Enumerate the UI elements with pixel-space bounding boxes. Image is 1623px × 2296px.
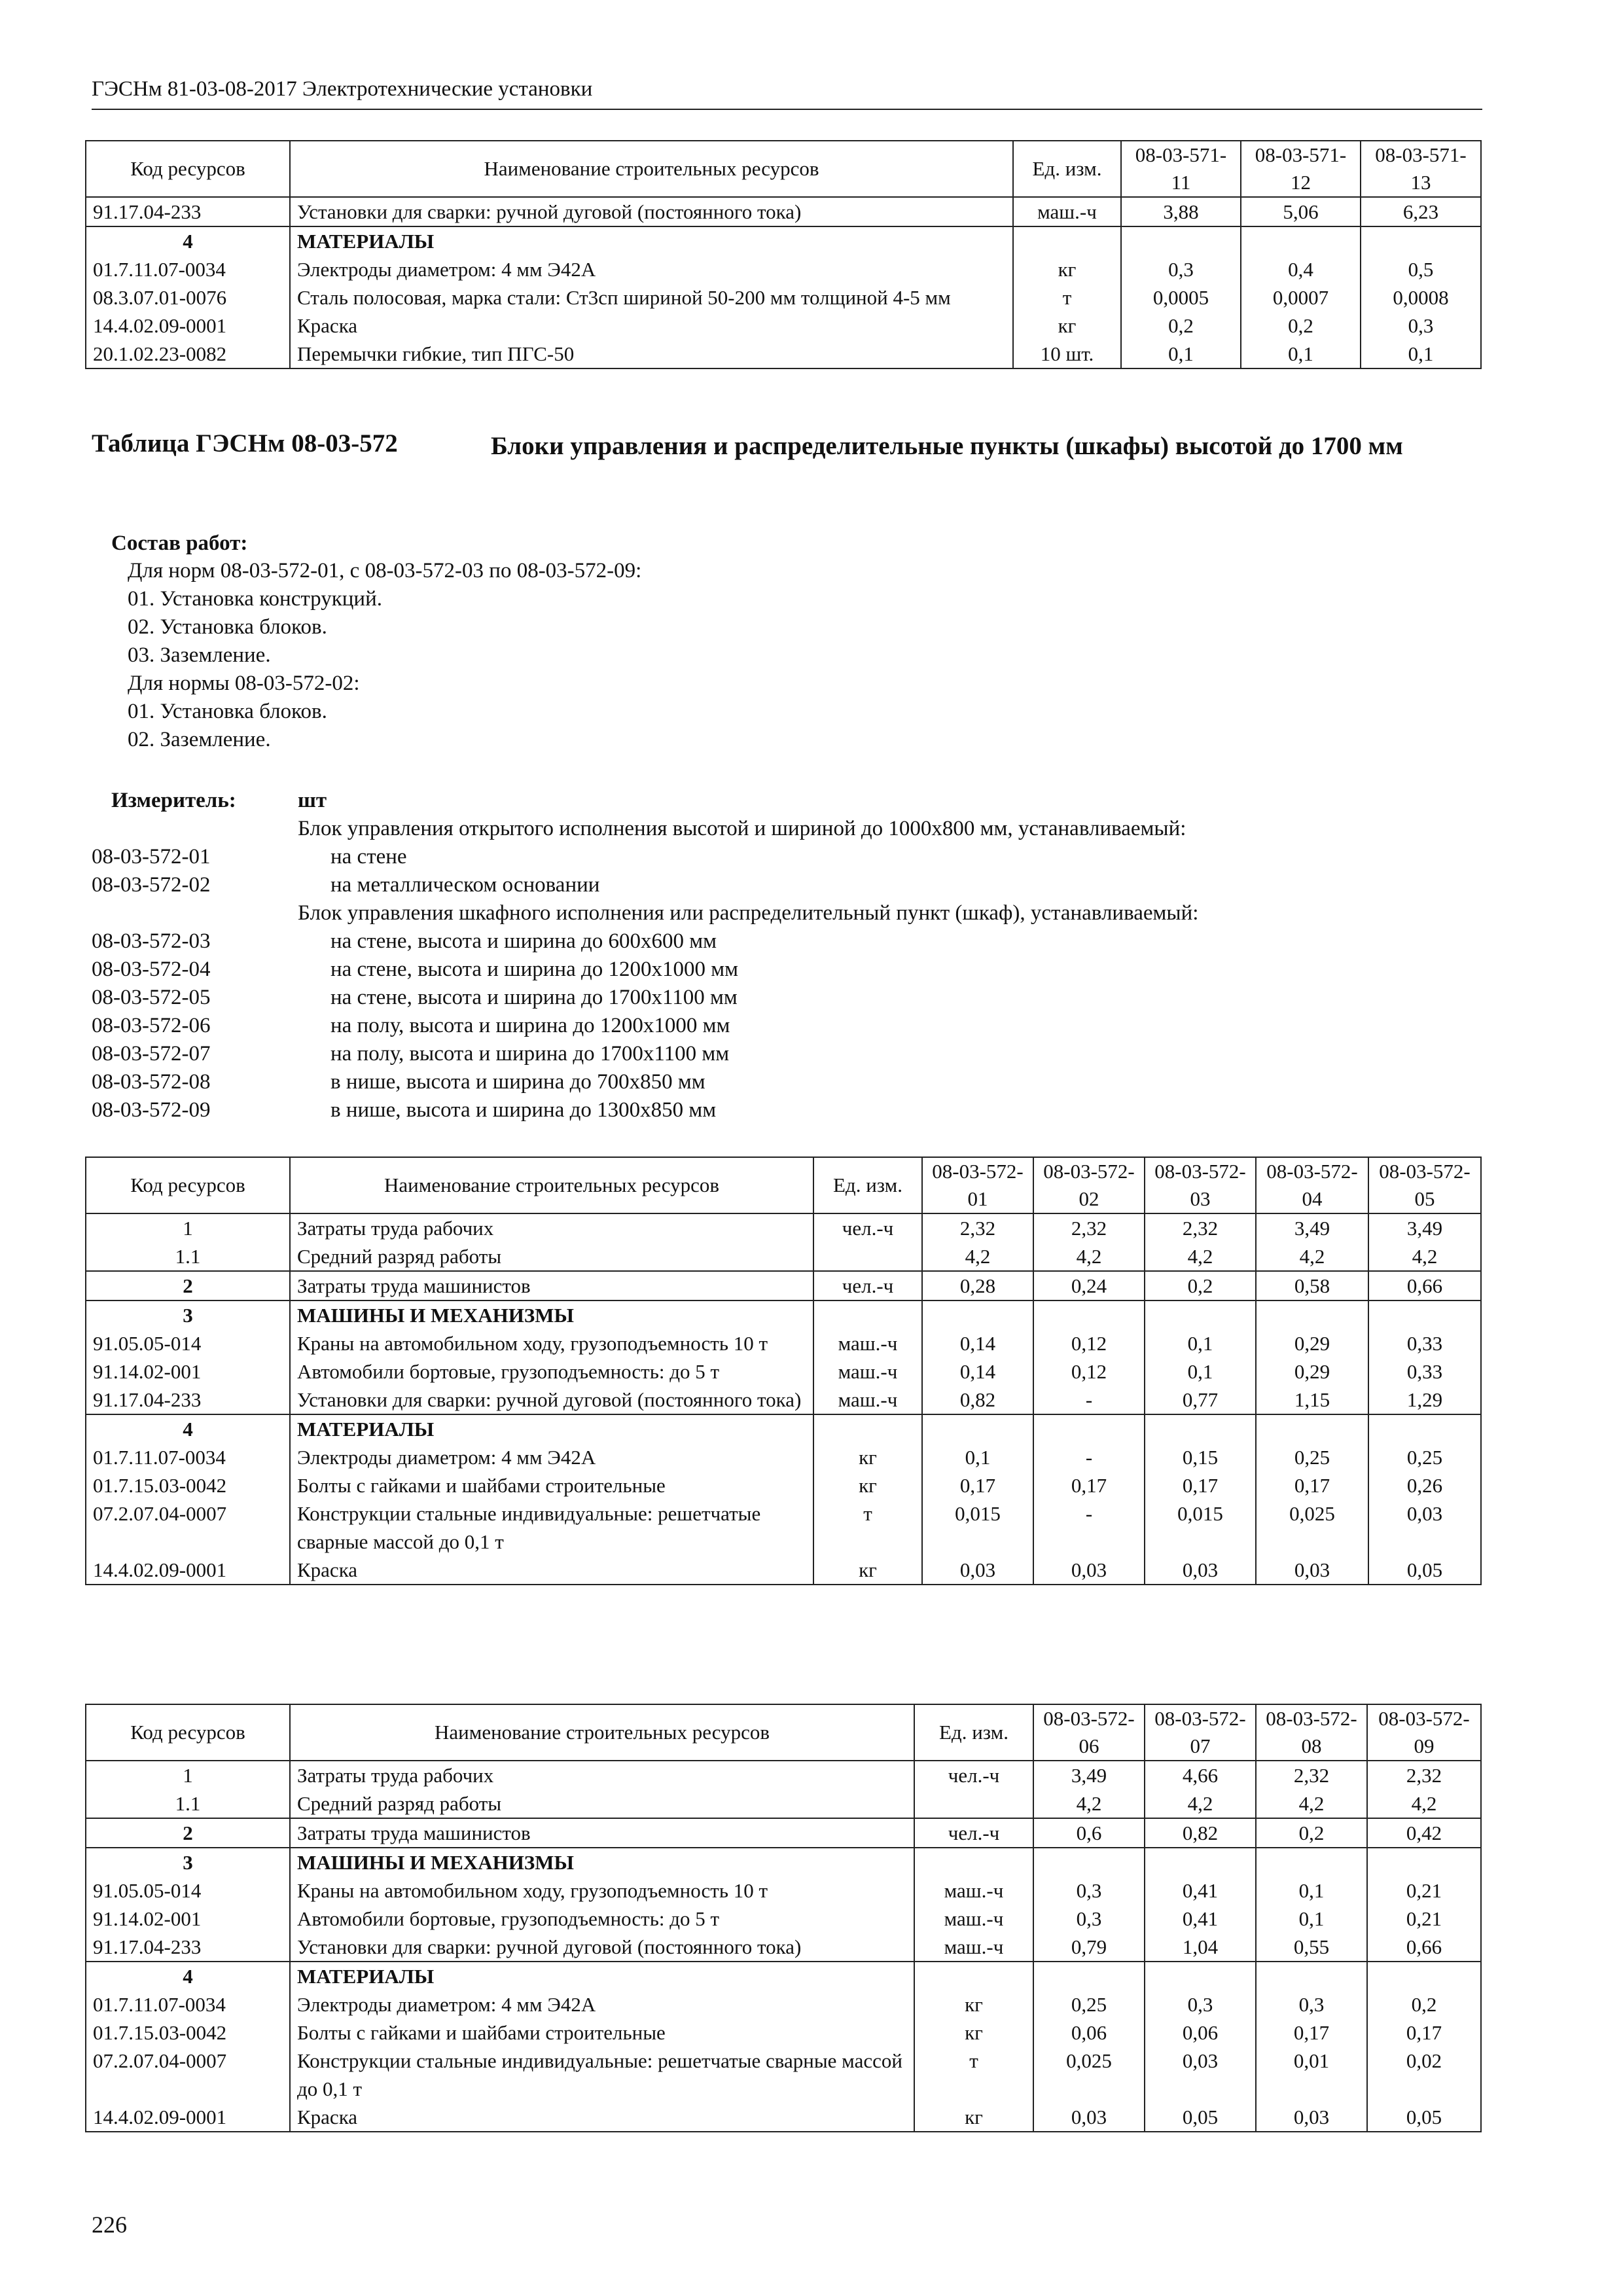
section-title: МАТЕРИАЛЫ — [290, 226, 1013, 255]
table-row — [86, 1499, 1481, 1556]
value-cell: 0,1 — [1121, 340, 1241, 368]
value-cell: 4,2 — [922, 1242, 1033, 1271]
header-cell: Ед. изм. — [914, 1704, 1033, 1761]
header-cell: 08-03-572-06 — [1033, 1704, 1145, 1761]
table-section-row — [86, 1848, 1481, 1876]
value-cell: 0,01 — [1256, 2047, 1367, 2103]
resource-name: Конструкции стальные индивидуальные: решетчатые сварные массой до 0,1 т — [290, 2047, 914, 2103]
header-cell: Наименование строительных ресурсов — [290, 141, 1013, 197]
resource-name: Конструкции стальные индивидуальные: решетчатые сварные массой до 0,1 т — [290, 1499, 813, 1556]
header-cell: Ед. изм. — [1013, 141, 1121, 197]
value-cell: 0,3 — [1256, 1990, 1367, 2018]
norm-code: 08-03-572-02 — [92, 873, 211, 897]
table-row — [86, 2103, 1481, 2132]
measure-label: Измеритель: — [111, 789, 236, 812]
resource-code: 1.1 — [86, 1789, 290, 1818]
value-cell: 0,33 — [1368, 1329, 1481, 1357]
value-cell: 0,21 — [1367, 1905, 1481, 1933]
value-cell: 0,24 — [1033, 1271, 1145, 1300]
value-cell: 1,04 — [1145, 1933, 1256, 1962]
table-section-row — [86, 1300, 1481, 1329]
unit-cell: маш.-ч — [813, 1357, 922, 1386]
value-cell: 0,25 — [1368, 1443, 1481, 1471]
table-row — [86, 1818, 1481, 1848]
header-cell: 08-03-572-04 — [1256, 1157, 1368, 1213]
value-cell: 0,66 — [1367, 1933, 1481, 1962]
value-cell: 0,3 — [1033, 1876, 1145, 1905]
resource-code: 01.7.15.03-0042 — [86, 2018, 290, 2047]
norm-code: 08-03-572-08 — [92, 1070, 211, 1094]
value-cell: 0,03 — [1145, 2047, 1256, 2103]
value-cell: 0,33 — [1368, 1357, 1481, 1386]
table-row — [86, 2018, 1481, 2047]
norm-description: в нише, высота и ширина до 700х850 мм — [330, 1070, 705, 1094]
value-cell: 0,17 — [1033, 1471, 1145, 1499]
value-cell: 0,17 — [922, 1471, 1033, 1499]
value-cell: 0,4 — [1241, 255, 1361, 283]
value-cell: 0,17 — [1367, 2018, 1481, 2047]
norm-code: 08-03-572-03 — [92, 929, 211, 953]
table-row — [86, 1357, 1481, 1386]
unit-cell: маш.-ч — [813, 1386, 922, 1414]
work-line: 03. Заземление. — [128, 643, 271, 667]
value-cell: 0,2 — [1241, 312, 1361, 340]
value-cell: 0,025 — [1033, 2047, 1145, 2103]
resource-name: Болты с гайками и шайбами строительные — [290, 1471, 813, 1499]
work-line: 02. Заземление. — [128, 728, 271, 751]
unit-cell — [813, 1242, 922, 1271]
value-cell: 0,21 — [1367, 1876, 1481, 1905]
value-cell: 0,25 — [1256, 1443, 1368, 1471]
value-cell: 4,2 — [1145, 1789, 1256, 1818]
value-cell: 0,05 — [1145, 2103, 1256, 2132]
header-cell: 08-03-571-11 — [1121, 141, 1241, 197]
table-row — [86, 1905, 1481, 1933]
resource-name: Сталь полосовая, марка стали: Ст3сп шириной 50-200 мм толщиной 4-5 мм — [290, 283, 1013, 312]
unit-cell: чел.-ч — [813, 1271, 922, 1300]
header-cell: 08-03-572-07 — [1145, 1704, 1256, 1761]
unit-cell: чел.-ч — [813, 1213, 922, 1242]
value-cell: 6,23 — [1361, 197, 1481, 226]
resource-code: 91.14.02-001 — [86, 1357, 290, 1386]
norm-description: на металлическом основании — [330, 873, 600, 897]
resource-code: 14.4.02.09-0001 — [86, 312, 290, 340]
value-cell: 0,28 — [922, 1271, 1033, 1300]
resource-code: 91.14.02-001 — [86, 1905, 290, 1933]
resource-name: Краска — [290, 1556, 813, 1585]
value-cell: 0,17 — [1256, 2018, 1367, 2047]
value-cell: 0,17 — [1145, 1471, 1256, 1499]
value-cell: 0,79 — [1033, 1933, 1145, 1962]
section-title: МАШИНЫ И МЕХАНИЗМЫ — [290, 1300, 813, 1329]
norm-description: на стене, высота и ширина до 600х600 мм — [330, 929, 717, 953]
value-cell: 0,025 — [1256, 1499, 1368, 1556]
resource-name: Установки для сварки: ручной дуговой (постоянного тока) — [290, 1386, 813, 1414]
table-header-row — [86, 1704, 1481, 1761]
header-cell: 08-03-572-02 — [1033, 1157, 1145, 1213]
value-cell: 1,29 — [1368, 1386, 1481, 1414]
resource-code: 91.17.04-233 — [86, 1386, 290, 1414]
section-number: 4 — [86, 1962, 290, 1990]
value-cell: 0,03 — [1033, 2103, 1145, 2132]
value-cell: 0,1 — [922, 1443, 1033, 1471]
norm-code: 08-03-572-09 — [92, 1098, 211, 1122]
resource-name: Краны на автомобильном ходу, грузоподъемность 10 т — [290, 1329, 813, 1357]
value-cell: 0,14 — [922, 1329, 1033, 1357]
table-title-code: Таблица ГЭСНм 08-03-572 — [92, 429, 398, 457]
unit-cell: чел.-ч — [914, 1818, 1033, 1848]
resource-name: Затраты труда машинистов — [290, 1818, 914, 1848]
resource-code: 91.17.04-233 — [86, 197, 290, 226]
resource-code: 2 — [86, 1818, 290, 1848]
resource-code: 91.05.05-014 — [86, 1329, 290, 1357]
header-rule — [92, 109, 1482, 110]
value-cell: 0,41 — [1145, 1876, 1256, 1905]
unit-cell: т — [914, 2047, 1033, 2103]
work-line: Для нормы 08-03-572-02: — [128, 672, 360, 695]
table-row — [86, 1556, 1481, 1585]
value-cell: 0,25 — [1033, 1990, 1145, 2018]
value-cell: 0,41 — [1145, 1905, 1256, 1933]
table-row — [86, 1329, 1481, 1357]
value-cell: 0,0007 — [1241, 283, 1361, 312]
unit-cell — [914, 1789, 1033, 1818]
unit-cell: кг — [914, 1990, 1033, 2018]
value-cell: 2,32 — [1033, 1213, 1145, 1242]
value-cell: 0,66 — [1368, 1271, 1481, 1300]
value-cell: 0,03 — [1368, 1499, 1481, 1556]
header-cell: Наименование строительных ресурсов — [290, 1157, 813, 1213]
value-cell: 2,32 — [922, 1213, 1033, 1242]
value-cell: 0,58 — [1256, 1271, 1368, 1300]
unit-cell: 10 шт. — [1013, 340, 1121, 368]
value-cell: 2,32 — [1256, 1761, 1367, 1789]
value-cell: 0,3 — [1033, 1905, 1145, 1933]
resource-name: Затраты труда рабочих — [290, 1761, 914, 1789]
value-cell: 0,2 — [1121, 312, 1241, 340]
resource-code: 1 — [86, 1213, 290, 1242]
value-cell: 0,2 — [1256, 1818, 1367, 1848]
section-number: 3 — [86, 1848, 290, 1876]
value-cell: 0,2 — [1367, 1990, 1481, 2018]
unit-cell: кг — [1013, 312, 1121, 340]
work-line: Для норм 08-03-572-01, с 08-03-572-03 по 08-03-572-09: — [128, 559, 642, 583]
resource-code: 14.4.02.09-0001 — [86, 1556, 290, 1585]
table-row — [86, 1443, 1481, 1471]
value-cell: 4,2 — [1145, 1242, 1256, 1271]
resource-code: 91.05.05-014 — [86, 1876, 290, 1905]
resources-table-572-06-09 — [85, 1704, 1482, 2132]
value-cell: 0,1 — [1145, 1357, 1256, 1386]
table-section-row — [86, 226, 1481, 255]
value-cell: 4,2 — [1033, 1242, 1145, 1271]
value-cell: 0,03 — [922, 1556, 1033, 1585]
norm-group-title: Блок управления шкафного исполнения или распределительный пункт (шкаф), устанавливаемый: — [298, 901, 1199, 925]
value-cell: 2,32 — [1145, 1213, 1256, 1242]
table-row — [86, 1471, 1481, 1499]
value-cell: 4,2 — [1256, 1242, 1368, 1271]
value-cell: 0,5 — [1361, 255, 1481, 283]
value-cell: 0,42 — [1367, 1818, 1481, 1848]
value-cell: 2,32 — [1367, 1761, 1481, 1789]
norm-group-title: Блок управления открытого исполнения высотой и шириной до 1000х800 мм, устанавливаемый: — [298, 817, 1186, 840]
header-cell: 08-03-571-12 — [1241, 141, 1361, 197]
value-cell: 5,06 — [1241, 197, 1361, 226]
value-cell: 0,03 — [1256, 2103, 1367, 2132]
resource-code: 01.7.15.03-0042 — [86, 1471, 290, 1499]
value-cell: 0,03 — [1033, 1556, 1145, 1585]
table-header-row — [86, 141, 1481, 197]
unit-cell: кг — [914, 2103, 1033, 2132]
value-cell: 0,15 — [1145, 1443, 1256, 1471]
value-cell: 1,15 — [1256, 1386, 1368, 1414]
value-cell: 0,1 — [1256, 1876, 1367, 1905]
norm-description: на полу, высота и ширина до 1700х1100 мм — [330, 1042, 730, 1066]
value-cell: 0,015 — [1145, 1499, 1256, 1556]
section-number: 3 — [86, 1300, 290, 1329]
table-row — [86, 255, 1481, 283]
header-cell: 08-03-572-01 — [922, 1157, 1033, 1213]
value-cell: 0,03 — [1256, 1556, 1368, 1585]
value-cell: 0,77 — [1145, 1386, 1256, 1414]
table-header-row — [86, 1157, 1481, 1213]
table-row — [86, 1271, 1481, 1300]
resource-name: Электроды диаметром: 4 мм Э42А — [290, 1443, 813, 1471]
resource-name: Краска — [290, 312, 1013, 340]
unit-cell: т — [813, 1499, 922, 1556]
resource-name: Краска — [290, 2103, 914, 2132]
page-header: ГЭСНм 81-03-08-2017 Электротехнические установки — [92, 77, 593, 101]
resource-name: Затраты труда рабочих — [290, 1213, 813, 1242]
resource-name: Автомобили бортовые, грузоподъемность: до 5 т — [290, 1905, 914, 1933]
value-cell: 0,12 — [1033, 1329, 1145, 1357]
unit-cell: маш.-ч — [1013, 197, 1121, 226]
norm-code: 08-03-572-06 — [92, 1014, 211, 1037]
table-row — [86, 1789, 1481, 1818]
resource-name: Установки для сварки: ручной дуговой (постоянного тока) — [290, 197, 1013, 226]
table-section-row — [86, 1414, 1481, 1443]
value-cell: - — [1033, 1499, 1145, 1556]
header-cell: 08-03-572-05 — [1368, 1157, 1481, 1213]
value-cell: 0,05 — [1367, 2103, 1481, 2132]
header-cell: Код ресурсов — [86, 1704, 290, 1761]
section-title: МАТЕРИАЛЫ — [290, 1414, 813, 1443]
table-row — [86, 1990, 1481, 2018]
unit-cell: чел.-ч — [914, 1761, 1033, 1789]
norm-code: 08-03-572-05 — [92, 986, 211, 1009]
section-number: 4 — [86, 1414, 290, 1443]
table-row — [86, 2047, 1481, 2103]
section-number: 4 — [86, 226, 290, 255]
resource-code: 14.4.02.09-0001 — [86, 2103, 290, 2132]
unit-cell: маш.-ч — [813, 1329, 922, 1357]
unit-cell: кг — [813, 1443, 922, 1471]
header-cell: Ед. изм. — [813, 1157, 922, 1213]
value-cell: 0,82 — [922, 1386, 1033, 1414]
value-cell: 0,29 — [1256, 1357, 1368, 1386]
value-cell: 0,82 — [1145, 1818, 1256, 1848]
header-cell: Код ресурсов — [86, 141, 290, 197]
value-cell: 0,0005 — [1121, 283, 1241, 312]
table-row — [86, 1876, 1481, 1905]
resource-name: Электроды диаметром: 4 мм Э42А — [290, 255, 1013, 283]
unit-cell: кг — [813, 1556, 922, 1585]
value-cell: 0,3 — [1145, 1990, 1256, 2018]
resource-name: Автомобили бортовые, грузоподъемность: до 5 т — [290, 1357, 813, 1386]
unit-cell: маш.-ч — [914, 1905, 1033, 1933]
value-cell: 0,06 — [1145, 2018, 1256, 2047]
table-row — [86, 340, 1481, 368]
resource-code: 20.1.02.23-0082 — [86, 340, 290, 368]
table-row — [86, 1242, 1481, 1271]
table-row — [86, 1386, 1481, 1414]
value-cell: 0,6 — [1033, 1818, 1145, 1848]
value-cell: 3,49 — [1368, 1213, 1481, 1242]
value-cell: 0,26 — [1368, 1471, 1481, 1499]
work-line: 01. Установка блоков. — [128, 700, 327, 723]
measure-unit: шт — [298, 789, 327, 812]
value-cell: 0,1 — [1145, 1329, 1256, 1357]
section-title: МАШИНЫ И МЕХАНИЗМЫ — [290, 1848, 914, 1876]
unit-cell: маш.-ч — [914, 1876, 1033, 1905]
value-cell: 4,2 — [1256, 1789, 1367, 1818]
value-cell: 0,3 — [1121, 255, 1241, 283]
header-cell: 08-03-572-08 — [1256, 1704, 1367, 1761]
resource-code: 1.1 — [86, 1242, 290, 1271]
resource-name: Средний разряд работы — [290, 1242, 813, 1271]
value-cell: 0,14 — [922, 1357, 1033, 1386]
value-cell: 0,0008 — [1361, 283, 1481, 312]
resource-name: Установки для сварки: ручной дуговой (постоянного тока) — [290, 1933, 914, 1962]
unit-cell: кг — [813, 1471, 922, 1499]
value-cell: 0,2 — [1145, 1271, 1256, 1300]
value-cell: 0,05 — [1368, 1556, 1481, 1585]
work-composition-heading: Состав работ: — [111, 531, 248, 555]
table-row — [86, 1761, 1481, 1789]
table-row — [86, 1933, 1481, 1962]
resource-code: 01.7.11.07-0034 — [86, 255, 290, 283]
norm-description: на стене, высота и ширина до 1200х1000 мм — [330, 958, 739, 981]
resource-name: Болты с гайками и шайбами строительные — [290, 2018, 914, 2047]
resource-code: 2 — [86, 1271, 290, 1300]
norm-code: 08-03-572-01 — [92, 845, 211, 869]
resources-table-571 — [85, 140, 1482, 369]
value-cell: 0,1 — [1361, 340, 1481, 368]
value-cell: 3,88 — [1121, 197, 1241, 226]
norm-description: на полу, высота и ширина до 1200х1000 мм — [330, 1014, 730, 1037]
value-cell: 0,12 — [1033, 1357, 1145, 1386]
value-cell: 3,49 — [1256, 1213, 1368, 1242]
section-title: МАТЕРИАЛЫ — [290, 1962, 914, 1990]
work-line: 01. Установка конструкций. — [128, 587, 383, 611]
header-cell: Код ресурсов — [86, 1157, 290, 1213]
value-cell: 0,55 — [1256, 1933, 1367, 1962]
value-cell: 0,02 — [1367, 2047, 1481, 2103]
table-row — [86, 197, 1481, 226]
value-cell: 4,66 — [1145, 1761, 1256, 1789]
value-cell: 4,2 — [1367, 1789, 1481, 1818]
header-cell: Наименование строительных ресурсов — [290, 1704, 914, 1761]
resource-code: 08.3.07.01-0076 — [86, 283, 290, 312]
value-cell: 4,2 — [1033, 1789, 1145, 1818]
header-cell: 08-03-572-03 — [1145, 1157, 1256, 1213]
norm-code: 08-03-572-04 — [92, 958, 211, 981]
value-cell: 0,03 — [1145, 1556, 1256, 1585]
unit-cell: кг — [914, 2018, 1033, 2047]
norm-description: в нише, высота и ширина до 1300х850 мм — [330, 1098, 717, 1122]
table-row — [86, 312, 1481, 340]
value-cell: 0,1 — [1256, 1905, 1367, 1933]
norm-description: на стене — [330, 845, 407, 869]
table-row — [86, 1213, 1481, 1242]
resource-code: 07.2.07.04-0007 — [86, 1499, 290, 1556]
value-cell: 0,06 — [1033, 2018, 1145, 2047]
unit-cell: маш.-ч — [914, 1933, 1033, 1962]
table-row — [86, 283, 1481, 312]
value-cell: 0,3 — [1361, 312, 1481, 340]
value-cell: - — [1033, 1386, 1145, 1414]
page-number: 226 — [92, 2212, 127, 2238]
value-cell: - — [1033, 1443, 1145, 1471]
resource-name: Краны на автомобильном ходу, грузоподъемность 10 т — [290, 1876, 914, 1905]
header-cell: 08-03-572-09 — [1367, 1704, 1481, 1761]
value-cell: 0,17 — [1256, 1471, 1368, 1499]
resource-code: 01.7.11.07-0034 — [86, 1443, 290, 1471]
value-cell: 3,49 — [1033, 1761, 1145, 1789]
table-title: Блоки управления и распределительные пункты (шкафы) высотой до 1700 мм — [491, 432, 1403, 460]
resource-name: Средний разряд работы — [290, 1789, 914, 1818]
value-cell: 0,1 — [1241, 340, 1361, 368]
resources-table-572-01-05 — [85, 1157, 1482, 1585]
value-cell: 0,015 — [922, 1499, 1033, 1556]
work-line: 02. Установка блоков. — [128, 615, 327, 639]
header-cell: 08-03-571-13 — [1361, 141, 1481, 197]
unit-cell: т — [1013, 283, 1121, 312]
unit-cell: кг — [1013, 255, 1121, 283]
resource-code: 01.7.11.07-0034 — [86, 1990, 290, 2018]
value-cell: 4,2 — [1368, 1242, 1481, 1271]
value-cell: 0,29 — [1256, 1329, 1368, 1357]
table-section-row — [86, 1962, 1481, 1990]
norm-code: 08-03-572-07 — [92, 1042, 211, 1066]
resource-name: Перемычки гибкие, тип ПГС-50 — [290, 340, 1013, 368]
resource-code: 07.2.07.04-0007 — [86, 2047, 290, 2103]
resource-name: Затраты труда машинистов — [290, 1271, 813, 1300]
norm-description: на стене, высота и ширина до 1700х1100 мм — [330, 986, 738, 1009]
resource-name: Электроды диаметром: 4 мм Э42А — [290, 1990, 914, 2018]
resource-code: 1 — [86, 1761, 290, 1789]
resource-code: 91.17.04-233 — [86, 1933, 290, 1962]
